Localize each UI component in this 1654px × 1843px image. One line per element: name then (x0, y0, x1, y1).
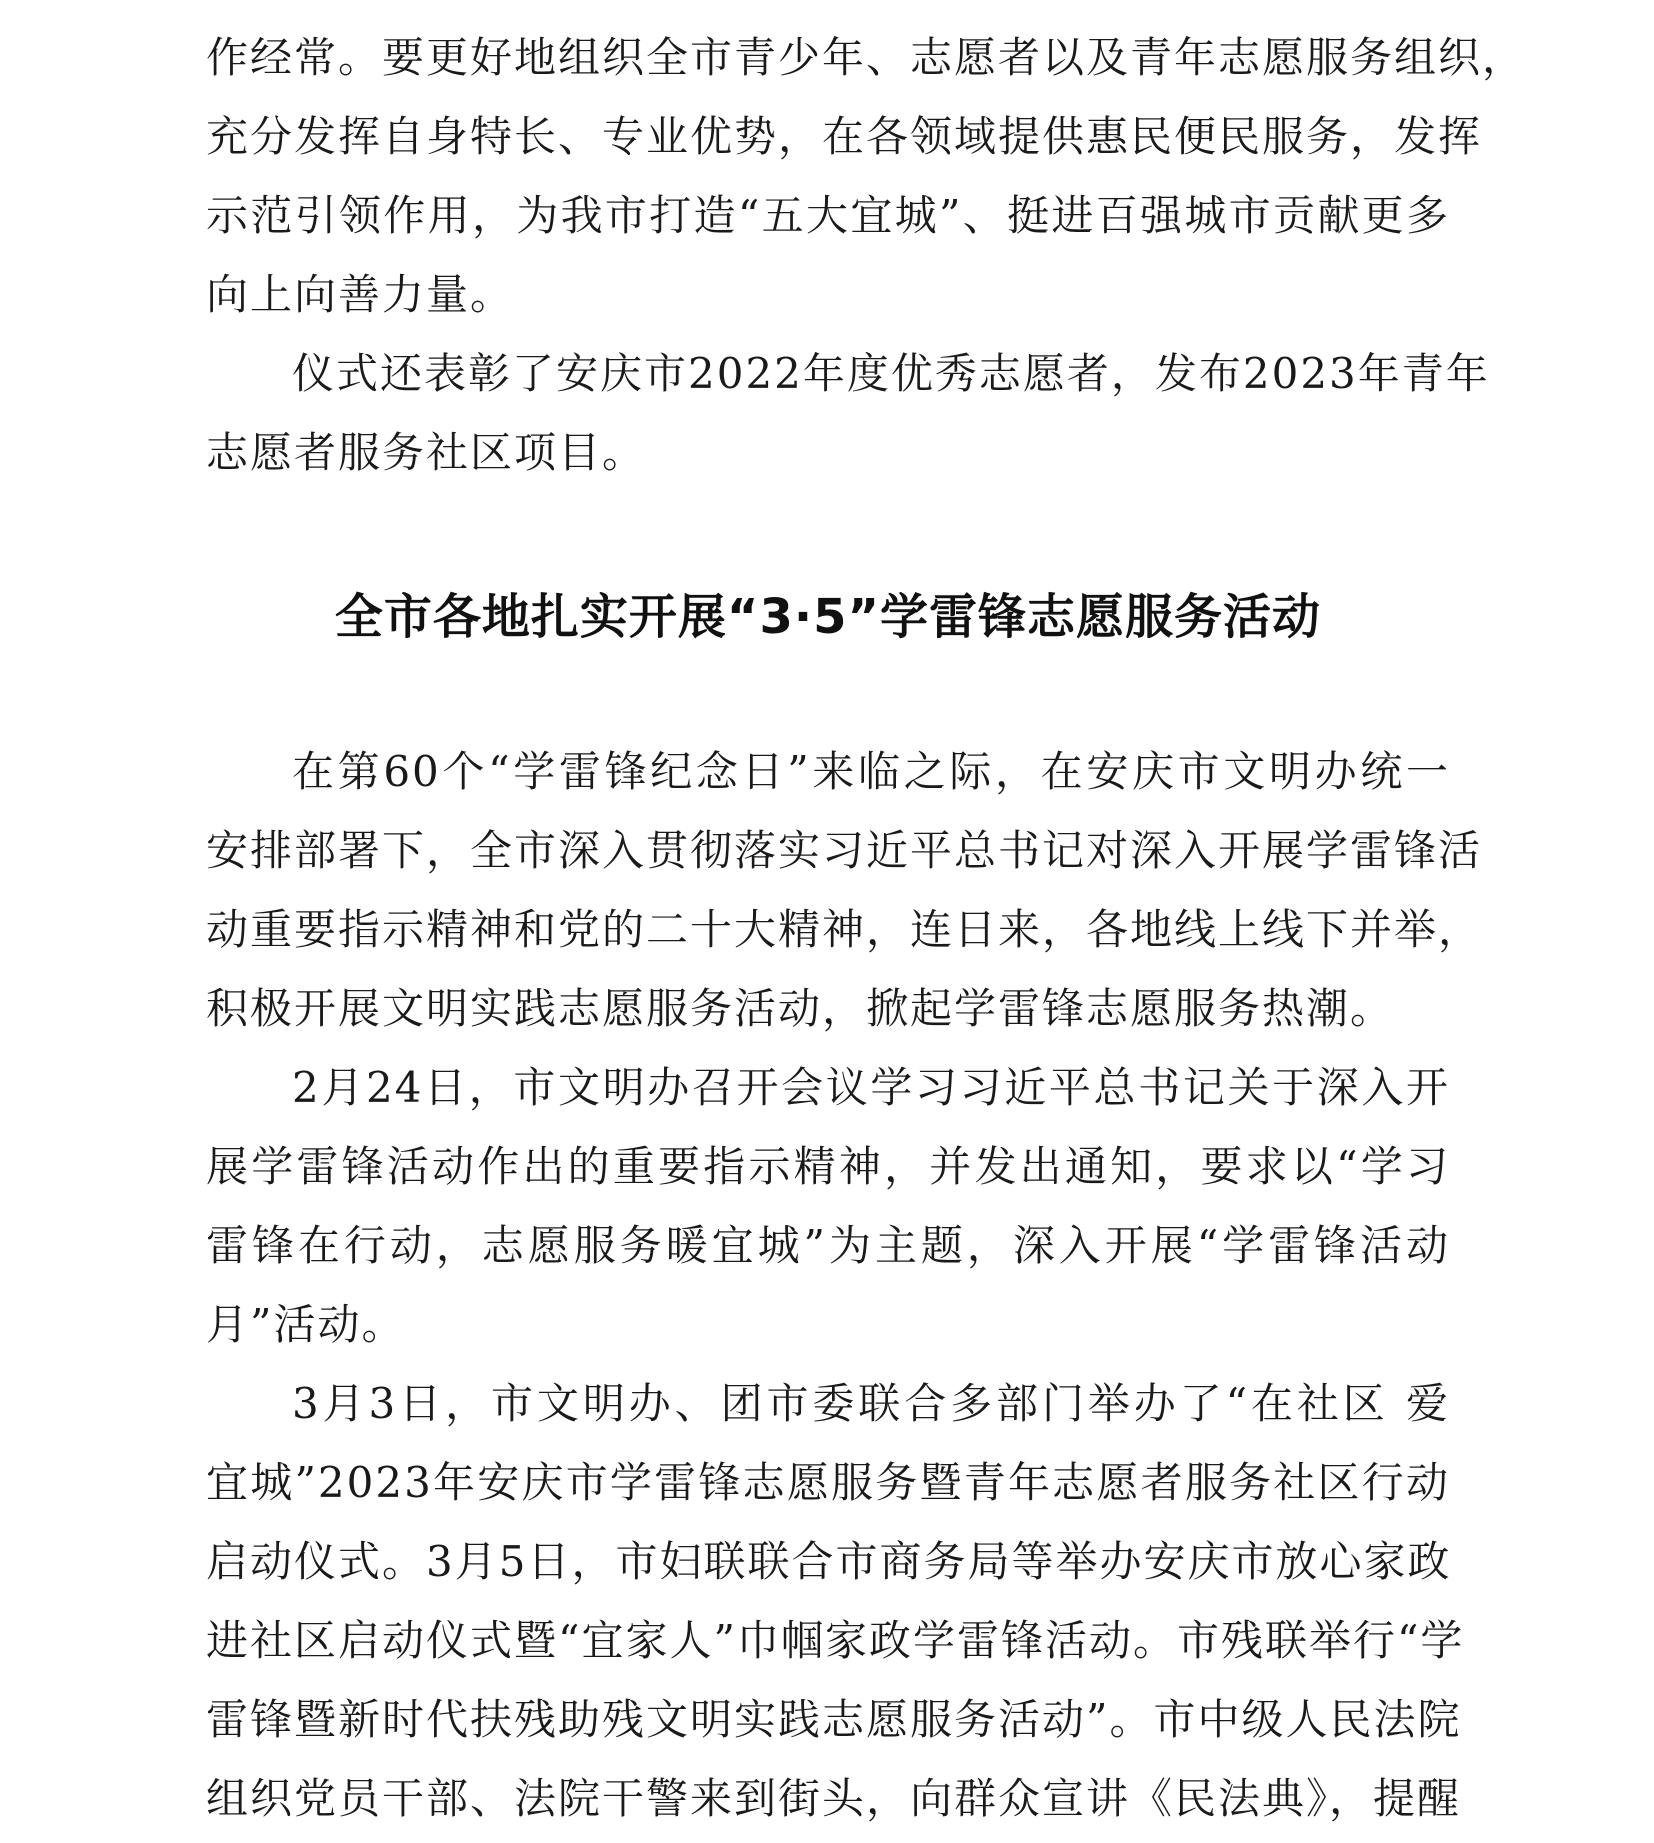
paragraph-mar3 (206, 1364, 1465, 1838)
text-line: 动重要指示精神和党的二十大精神，连日来，各地线上线下并举， (206, 905, 1483, 954)
text-line: 展学雷锋活动作出的重要指示精神，并发出通知，要求以“学习 (206, 1142, 1450, 1191)
section-title: 全市各地扎实开展“3·5”学雷锋志愿服务活动 (334, 589, 1322, 645)
text-line: 启动仪式。3月5日，市妇联联合市商务局等举办安庆市放心家政 (206, 1537, 1452, 1586)
text-line: 充分发挥自身特长、专业优势，在各领域提供惠民便民服务，发挥 (206, 112, 1483, 161)
text-line: 志愿者服务社区项目。 (206, 428, 647, 477)
text-line: 在第60个“学雷锋纪念日”来临之际，在安庆市文明办统一 (292, 747, 1450, 796)
paragraph-continued (206, 18, 1527, 334)
text-line: 积极开展文明实践志愿服务活动，掀起学雷锋志愿服务热潮。 (206, 984, 1395, 1033)
text-line: 组织党员干部、法院干警来到街头，向群众宣讲《民法典》，提醒 (206, 1774, 1462, 1823)
paragraph-intro (206, 732, 1483, 1048)
paragraph-feb24 (206, 1048, 1450, 1364)
text-line: 作经常。要更好地组织全市青少年、志愿者以及青年志愿服务组织， (206, 33, 1527, 82)
text-line: 示范引领作用，为我市打造“五大宜城”、挺进百强城市贡献更多 (206, 191, 1450, 240)
text-line: 仪式还表彰了安庆市2022年度优秀志愿者，发布2023年青年 (292, 349, 1490, 398)
text-line: 向上向善力量。 (206, 270, 515, 319)
text-line: 雷锋暨新时代扶残助残文明实践志愿服务活动”。市中级人民法院 (206, 1695, 1462, 1744)
text-line: 3月3日，市文明办、团市委联合多部门举办了“在社区 爱 (292, 1379, 1450, 1428)
paragraph-awards (206, 334, 1490, 492)
text-line: 2月24日，市文明办召开会议学习习近平总书记关于深入开 (292, 1063, 1450, 1112)
text-line: 宜城”2023年安庆市学雷锋志愿服务暨青年志愿者服务社区行动 (206, 1458, 1450, 1507)
text-line: 月”活动。 (206, 1300, 406, 1349)
document-page (206, 18, 1527, 1838)
text-line: 雷锋在行动，志愿服务暖宜城”为主题，深入开展“学雷锋活动 (206, 1221, 1450, 1270)
text-line: 安排部署下，全市深入贯彻落实习近平总书记对深入开展学雷锋活 (206, 826, 1483, 875)
text-line: 进社区启动仪式暨“宜家人”巾帼家政学雷锋活动。市残联举行“学 (206, 1616, 1465, 1665)
